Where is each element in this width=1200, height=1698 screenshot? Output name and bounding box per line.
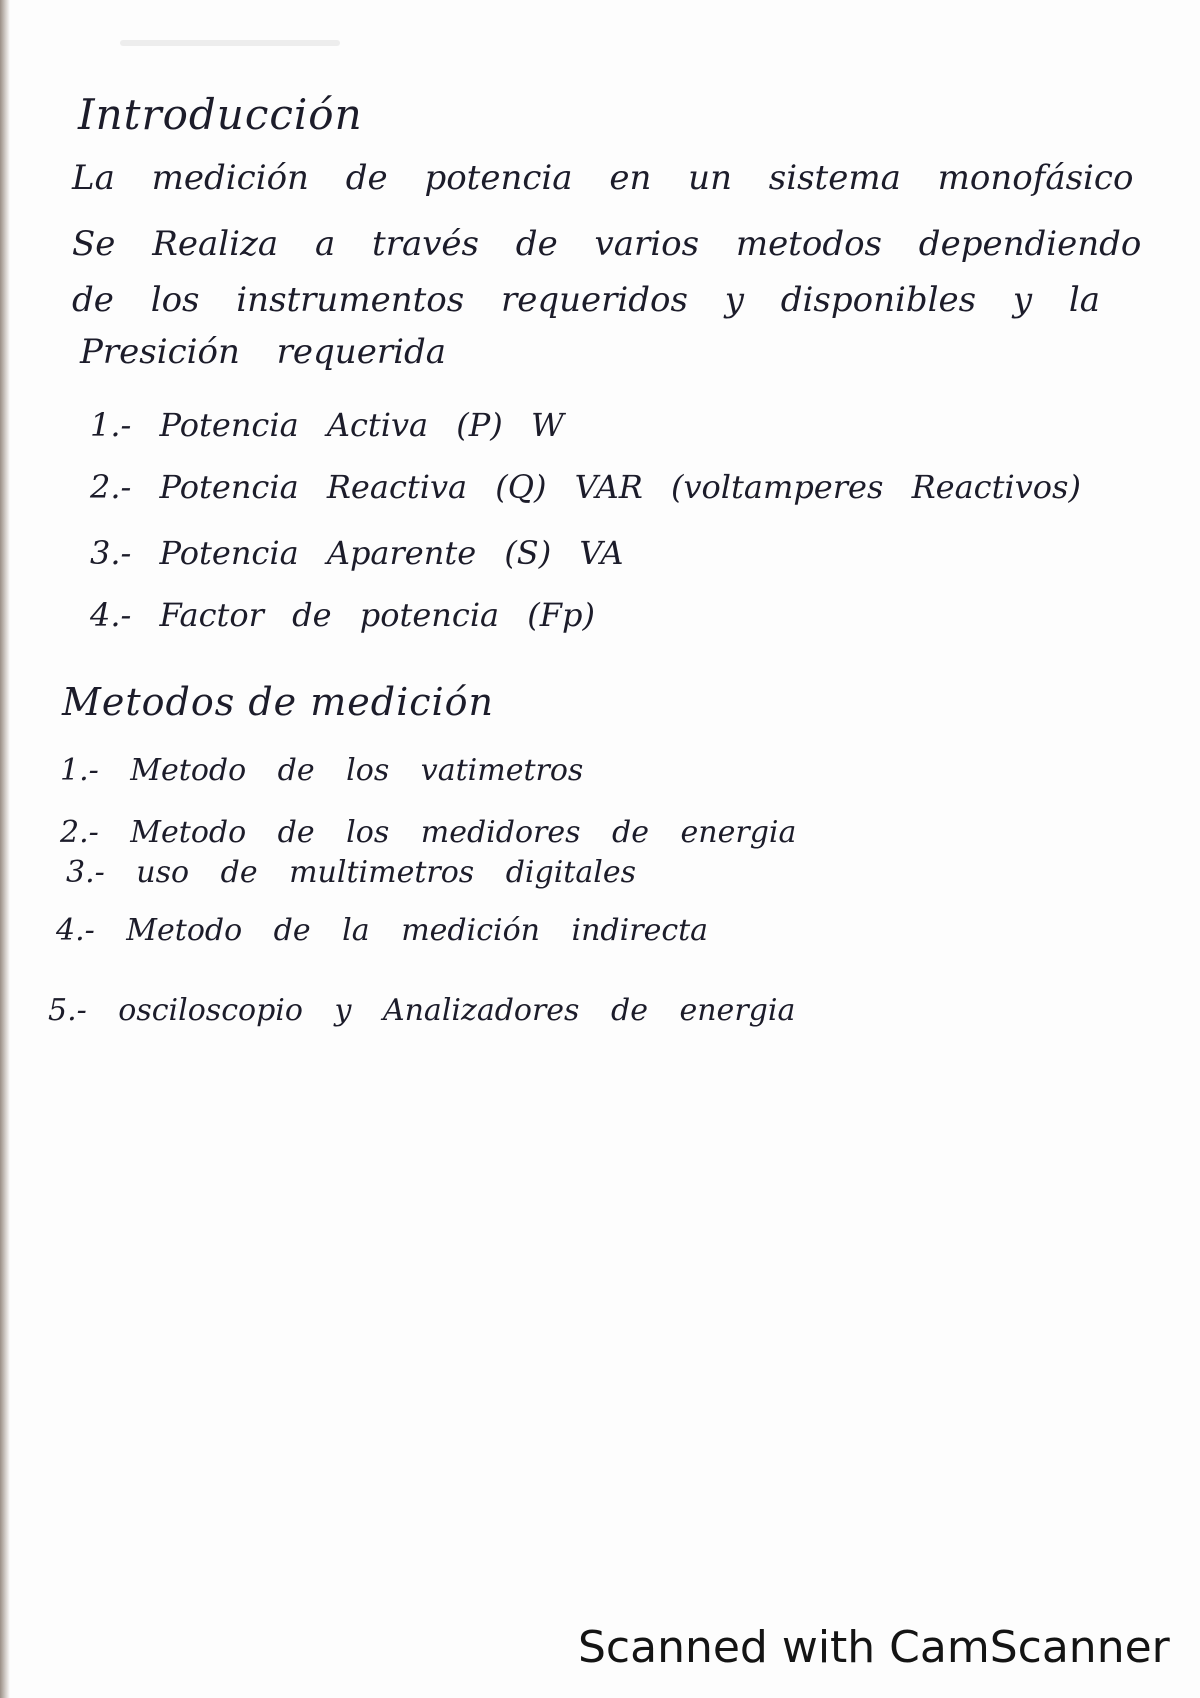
intro-line-2: Se Realiza a través de varios metodos dependiendo bbox=[72, 224, 1142, 264]
camscanner-watermark: Scanned with CamScanner bbox=[578, 1622, 1170, 1673]
methods-heading: Metodos de medición bbox=[62, 680, 495, 724]
method-item: 1.- Metodo de los vatimetros bbox=[60, 753, 584, 788]
power-type-item: 4.- Factor de potencia (Fp) bbox=[90, 596, 595, 634]
method-item: 3.- uso de multimetros digitales bbox=[66, 855, 636, 890]
method-item: 4.- Metodo de la medición indirecta bbox=[56, 913, 709, 948]
intro-heading: Introducción bbox=[78, 90, 363, 139]
intro-line-3: de los instrumentos requeridos y disponibles y la bbox=[72, 280, 1101, 320]
method-item: 5.- osciloscopio y Analizadores de energia bbox=[48, 993, 796, 1028]
intro-line-1: La medición de potencia en un sistema monofásico bbox=[72, 158, 1134, 198]
power-type-item: 1.- Potencia Activa (P) W bbox=[90, 406, 564, 444]
scan-smudge bbox=[120, 40, 340, 46]
page-edge-shadow bbox=[0, 0, 10, 1698]
power-type-item: 3.- Potencia Aparente (S) VA bbox=[90, 534, 624, 572]
power-type-item: 2.- Potencia Reactiva (Q) VAR (voltamperes Reactivos) bbox=[90, 468, 1081, 506]
method-item: 2.- Metodo de los medidores de energia bbox=[60, 815, 797, 850]
intro-line-4: Presición requerida bbox=[80, 332, 446, 372]
